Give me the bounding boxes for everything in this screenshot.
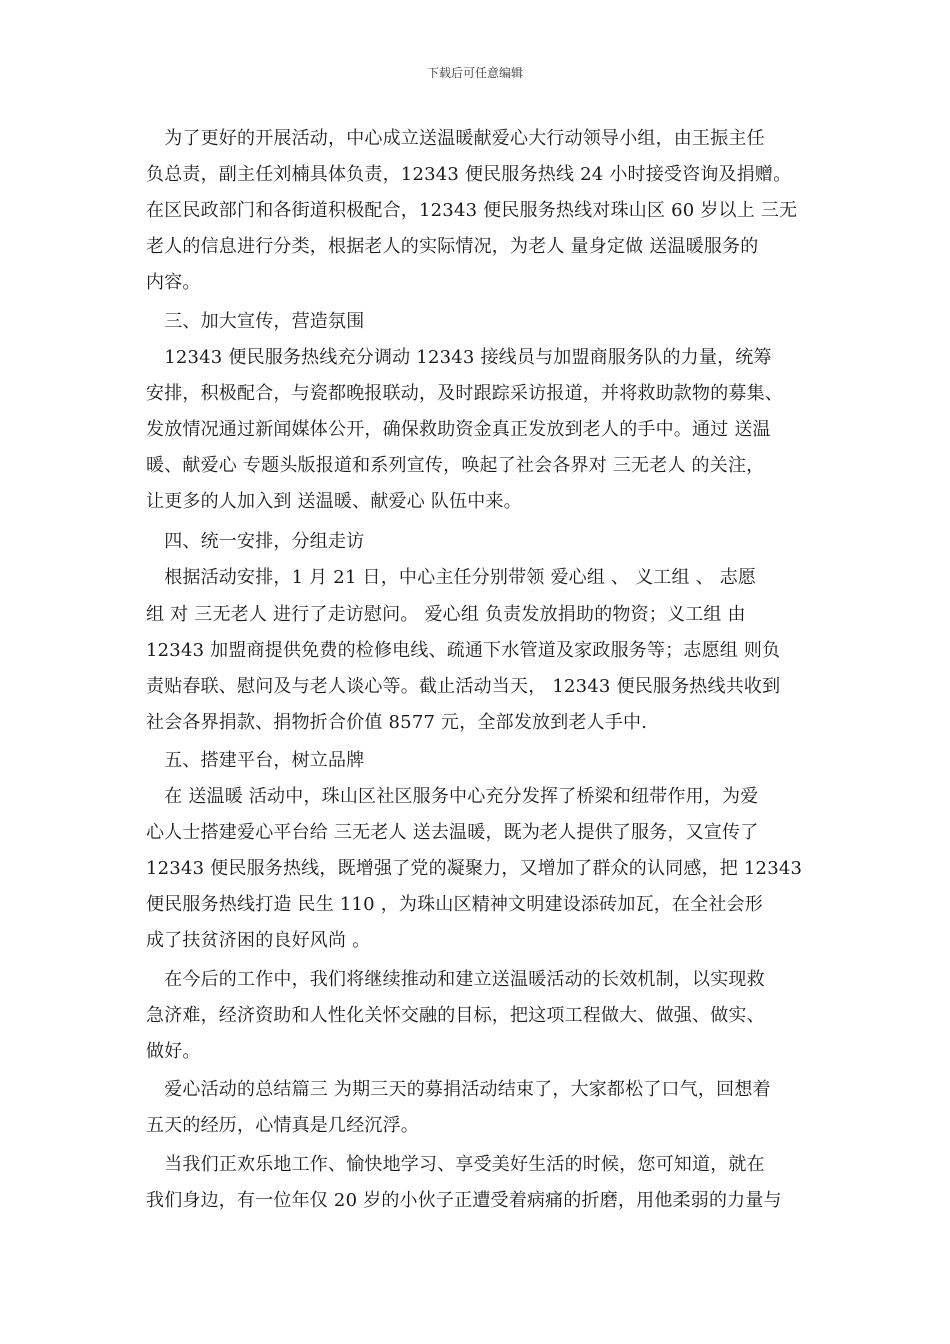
text-line: 12343 加盟商提供免费的检修电线、疏通下水管道及家政服务等；志愿组 则负 [146,640,781,661]
text-line: 在今后的工作中，我们将继续推动和建立送温暖活动的长效机制，以实现救 [146,969,765,990]
text-line: 发放情况通过新闻媒体公开，确保救助资金真正发放到老人的手中。通过 送温 [146,419,771,440]
text-line: 社会各界捐款、捐物折合价值 8577 元，全部发放到老人手中. [146,712,648,733]
text-line: 根据活动安排，1 月 21 日，中心主任分别带领 爱心组 、 义工组 、 志愿 [146,567,757,588]
page-header: 下载后可任意编辑 [426,66,523,80]
text-line: 12343 便民服务热线，既增强了党的凝聚力，又增加了群众的认同感，把 12343 [146,858,803,879]
text-line: 急济难，经济资助和人性化关怀交融的目标，把这项工程做大、做强、做实、 [146,1005,765,1026]
text-line: 让更多的人加入到 送温暖、献爱心 队伍中来。 [146,491,522,512]
text-line: 责贴春联、慰问及与老人谈心等。截止活动当天， 12343 便民服务热线共收到 [146,676,781,697]
text-line: 在区民政部门和各街道积极配合，12343 便民服务热线对珠山区 60 岁以上 三无 [146,200,798,221]
text-line: 组 对 三无老人 进行了走访慰问。 爱心组 负责发放捐助的物资；义工组 由 [146,604,746,625]
text-line: 五、搭建平台，树立品牌 [146,750,365,771]
text-line: 老人的信息进行分类，根据老人的实际情况，为老人 量身定做 送温暖服务的 [146,236,759,257]
text-line: 暖、献爱心 专题头版报道和系列宣传，唤起了社会各界对 三无老人 的关注， [146,455,765,476]
text-line: 内容。 [146,272,201,293]
text-line: 当我们正欢乐地工作、愉快地学习、享受美好生活的时候，您可知道，就在 [146,1154,765,1175]
text-line: 安排，积极配合，与瓷都晚报联动，及时跟踪采访报道，并将救助款物的募集、 [146,383,783,404]
text-line: 12343 便民服务热线充分调动 12343 接线员与加盟商服务队的力量，统筹 [146,347,772,368]
text-line: 做好。 [146,1041,201,1062]
text-line: 四、统一安排，分组走访 [146,531,365,552]
text-line: 负总责，副主任刘楠具体负责，12343 便民服务热线 24 小时接受咨询及捐赠。 [146,164,792,185]
text-line: 五天的经历，心情真是几经沉浮。 [146,1115,419,1136]
text-line: 为了更好的开展活动，中心成立送温暖献爱心大行动领导小组，由王振主任 [146,128,765,149]
text-line: 心人士搭建爱心平台给 三无老人 送去温暖，既为老人提供了服务，又宣传了 [146,822,759,843]
text-line: 成了扶贫济困的良好风尚 。 [146,930,371,951]
text-line: 爱心活动的总结篇三 为期三天的募捐活动结束了，大家都松了口气，回想着 [146,1079,771,1100]
text-line: 三、加大宣传，营造氛围 [146,311,365,332]
text-line: 在 送温暖 活动中，珠山区社区服务中心充分发挥了桥梁和纽带作用，为爱 [146,786,759,807]
text-line: 我们身边，有一位年仅 20 岁的小伙子正遭受着病痛的折磨，用他柔弱的力量与 [146,1190,782,1211]
text-line: 便民服务热线打造 民生 110 ，为珠山区精神文明建设添砖加瓦，在全社会形 [146,894,763,915]
